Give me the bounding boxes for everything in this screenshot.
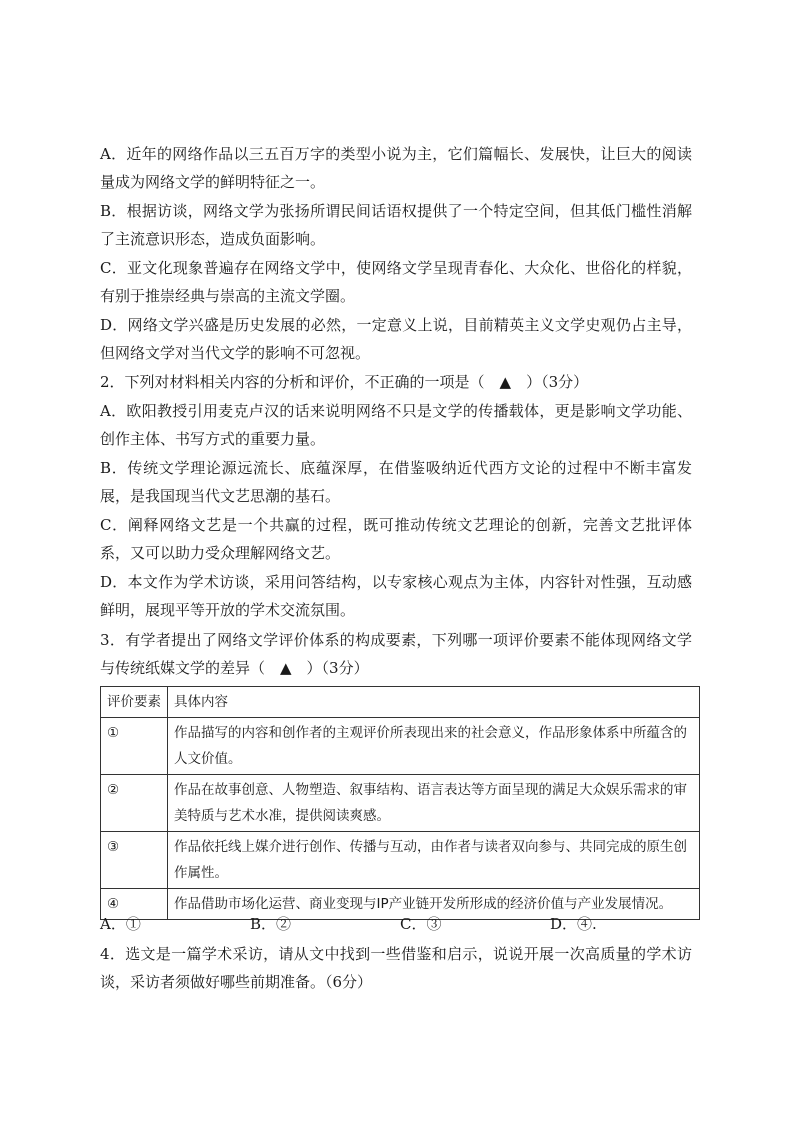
q3-option-b: B．② xyxy=(250,915,292,933)
table-row-content: 作品依托线上媒介进行创作、传播与互动，由作者与读者双向参与、共同完成的原生创作属性。 xyxy=(168,832,700,889)
table-row xyxy=(101,775,700,832)
table-row xyxy=(101,832,700,889)
table-header-row xyxy=(101,687,700,718)
q1-option-c: C．亚文化现象普遍存在网络文学中，使网络文学呈现青春化、大众化、世俗化的样貌，有别于推崇经典与崇高的主流文学圈。 xyxy=(100,259,692,305)
table-row-key: ① xyxy=(101,718,168,775)
q1-option-b: B．根据访谈，网络文学为张扬所谓民间话语权提供了一个特定空间，但其低门槛性消解了主流意识形态，造成负面影响。 xyxy=(100,202,692,248)
q2-option-d: D．本文作为学术访谈，采用问答结构，以专家核心观点为主体，内容针对性强，互动感鲜明，展现平等开放的学术交流氛围。 xyxy=(100,573,692,619)
table-row-content: 作品借助市场化运营、商业变现与IP产业链开发所形成的经济价值与产业发展情况。 xyxy=(168,889,700,920)
q3-option-d: D．④. xyxy=(550,915,597,933)
q3-options xyxy=(100,910,700,938)
table-row-key: ③ xyxy=(101,832,168,889)
q1-option-d: D．网络文学兴盛是历史发展的必然，一定意义上说，目前精英主义文学史观仍占主导，但网络文学对当代文学的影响不可忽视。 xyxy=(100,316,692,362)
table-header-key: 评价要素 xyxy=(101,687,168,718)
table-row-content: 作品描写的内容和创作者的主观评价所表现出来的社会意义，作品形象体系中所蕴含的人文价值。 xyxy=(168,718,700,775)
table-row-key: ④ xyxy=(101,889,168,920)
q2-option-a: A．欧阳教授引用麦克卢汉的话来说明网络不只是文学的传播载体，更是影响文学功能、创作主体、书写方式的重要力量。 xyxy=(100,402,692,448)
evaluation-table xyxy=(100,686,700,920)
q2-option-c: C．阐释网络文艺是一个共赢的过程，既可推动传统文艺理论的创新，完善文艺批评体系，又可以助力受众理解网络文艺。 xyxy=(100,516,692,562)
table-row xyxy=(101,718,700,775)
q4-stem: 4．选文是一篇学术采访，请从文中找到一些借鉴和启示，说说开展一次高质量的学术访谈，采访者须做好哪些前期准备。（6分） xyxy=(100,945,692,991)
q3-option-a: A．① xyxy=(100,915,141,933)
table-header-content: 具体内容 xyxy=(168,687,700,718)
q2-option-b: B．传统文学理论源远流长、底蕴深厚，在借鉴吸纳近代西方文论的过程中不断丰富发展，是我国现当代文艺思潮的基石。 xyxy=(100,459,692,505)
q2-stem: 2．下列对材料相关内容的分析和评价，不正确的一项是（ ▲ ）（3分） xyxy=(100,373,589,391)
q3-stem: 3．有学者提出了网络文学评价体系的构成要素，下列哪一项评价要素不能体现网络文学与传统纸媒文学的差异（ ▲ ）（3分） xyxy=(100,631,692,677)
q3-option-c: C．③ xyxy=(400,915,442,933)
table-row-key: ② xyxy=(101,775,168,832)
q1-option-a: A．近年的网络作品以三五百万字的类型小说为主，它们篇幅长、发展快，让巨大的阅读量成为网络文学的鲜明特征之一。 xyxy=(100,145,692,191)
table-row-content: 作品在故事创意、人物塑造、叙事结构、语言表达等方面呈现的满足大众娱乐需求的审美特质与艺术水准，提供阅读爽感。 xyxy=(168,775,700,832)
